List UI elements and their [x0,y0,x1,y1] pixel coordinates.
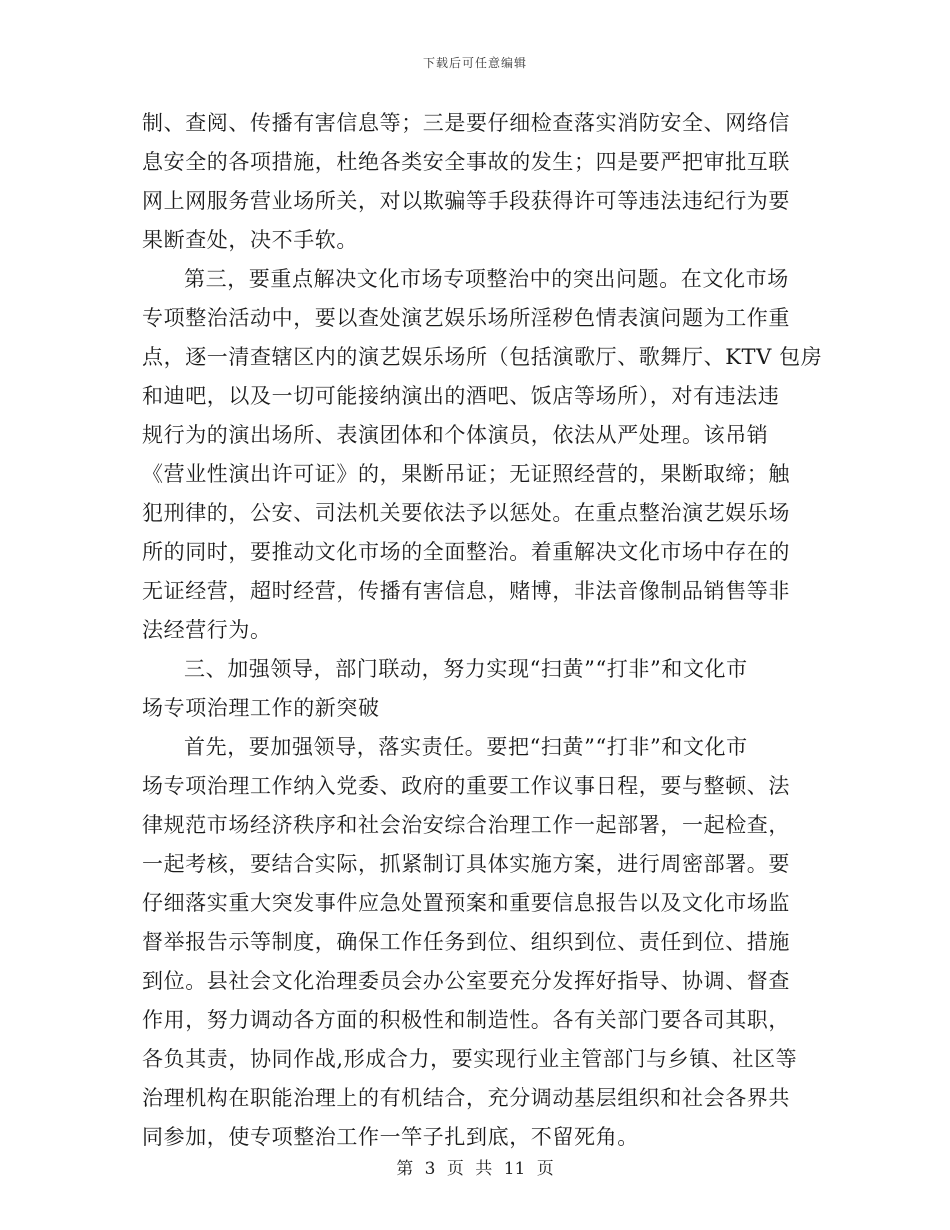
text-line: 到位。县社会文化治理委员会办公室要充分发挥好指导、协调、督查 [142,969,790,993]
text-line: 治理机构在职能治理上的有机结合，充分调动基层组织和社会各界共 [142,1086,790,1110]
text-line: 犯刑律的，公安、司法机关要依法予以惩处。在重点整治演艺娱乐场 [142,501,790,525]
text-line: 点，逐一清查辖区内的演艺娱乐场所（包括演歌厅、歌舞厅、KTV 包房 [142,345,823,369]
section-heading-line: 三、加强领导，部门联动，努力实现“扫黄”“打非”和文化市 [184,657,748,681]
document-body [142,104,823,1157]
text-line: 专项整治活动中，要以查处演艺娱乐场所淫秽色情表演问题为工作重 [142,306,790,330]
text-line: 制、查阅、传播有害信息等；三是要仔细检查落实消防安全、网络信 [142,111,790,135]
text-line: 和迪吧，以及一切可能接纳演出的酒吧、饭店等场所），对有违法违 [142,384,780,408]
page-number-footer: 第 3 页 共 11 页 [396,1159,554,1179]
text-line: 息安全的各项措施，杜绝各类安全事故的发生；四是要严把审批互联 [142,150,790,174]
text-line: 所的同时，要推动文化市场的全面整治。着重解决文化市场中存在的 [142,540,790,564]
text-line: 督举报告示等制度，确保工作任务到位、组织到位、责任到位、措施 [142,930,790,954]
text-line: 果断查处，决不手软。 [142,228,358,252]
paragraph-first-line: 第三，要重点解决文化市场专项整治中的突出问题。在文化市场 [184,267,789,291]
text-line: 作用，努力调动各方面的积极性和制造性。各有关部门要各司其职， [142,1008,790,1032]
text-line: 规行为的演出场所、表演团体和个体演员，依法从严处理。该吊销 [142,423,769,447]
text-line: 法经营行为。 [142,618,272,642]
text-line: 仔细落实重大突发事件应急处置预案和重要信息报告以及文化市场监 [142,891,790,915]
page-header-note: 下载后可任意编辑 [422,56,527,70]
text-line: 《营业性演出许可证》的，果断吊证；无证照经营的，果断取缔；触 [142,462,790,486]
text-line: 一起考核，要结合实际，抓紧制订具体实施方案，进行周密部署。要 [142,852,790,876]
text-line: 网上网服务营业场所关，对以欺骗等手段获得许可等违法违纪行为要 [142,189,790,213]
paragraph-first-line: 首先，要加强领导，落实责任。要把“扫黄”“打非”和文化市 [184,735,748,759]
text-line: 律规范市场经济秩序和社会治安综合治理工作一起部署，一起检查， [142,813,790,837]
text-line: 同参加，使专项整治工作一竿子扎到底，不留死角。 [142,1125,639,1149]
section-heading-line: 场专项治理工作的新突破 [142,696,380,720]
text-line: 无证经营，超时经营，传播有害信息，赌博，非法音像制品销售等非 [142,579,790,603]
text-line: 各负其责，协同作战,形成合力，要实现行业主管部门与乡镇、社区等 [142,1047,798,1071]
text-line: 场专项治理工作纳入党委、政府的重要工作议事日程，要与整顿、法 [142,774,790,798]
